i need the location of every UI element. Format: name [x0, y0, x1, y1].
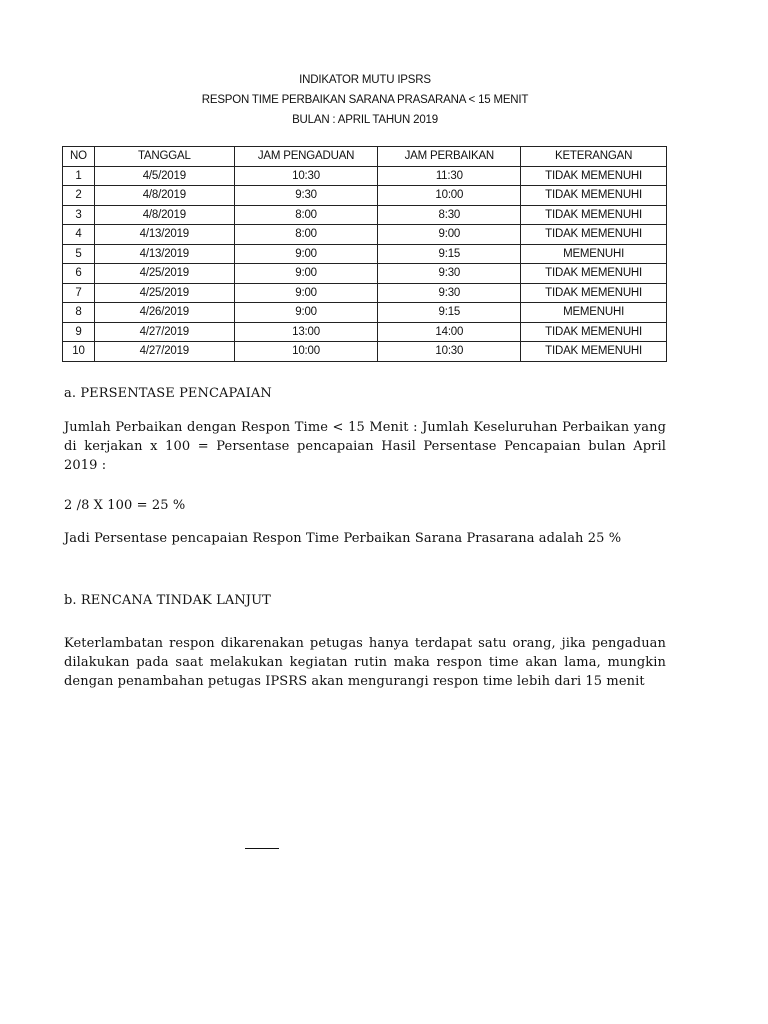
- cell-complaint-time: 10:00: [234, 342, 378, 362]
- column-header-date: TANGGAL: [94, 147, 234, 167]
- section-b-heading: b. RENCANA TINDAK LANJUT: [64, 593, 271, 608]
- cell-no: 9: [63, 322, 95, 342]
- cell-no: 7: [63, 283, 95, 303]
- section-a-heading: a. PERSENTASE PENCAPAIAN: [64, 386, 272, 401]
- title-line-2: RESPON TIME PERBAIKAN SARANA PRASARANA < 15 MENIT: [201, 94, 529, 106]
- cell-remarks: MEMENUHI: [521, 244, 667, 264]
- cell-no: 10: [63, 342, 95, 362]
- cell-date: 4/13/2019: [94, 225, 234, 245]
- cell-complaint-time: 9:00: [234, 244, 378, 264]
- cell-remarks: TIDAK MEMENUHI: [521, 225, 667, 245]
- cell-repair-time: 10:30: [378, 342, 521, 362]
- cell-date: 4/25/2019: [94, 283, 234, 303]
- cell-no: 4: [63, 225, 95, 245]
- cell-repair-time: 9:30: [378, 283, 521, 303]
- table-row: [63, 283, 667, 303]
- column-header-no: NO: [63, 147, 95, 167]
- cell-remarks: TIDAK MEMENUHI: [521, 264, 667, 284]
- cell-remarks: TIDAK MEMENUHI: [521, 205, 667, 225]
- cell-no: 8: [63, 303, 95, 323]
- achievement-conclusion: Jadi Persentase pencapaian Respon Time Perbaikan Sarana Prasarana adalah 25 %: [64, 531, 622, 546]
- cell-remarks: TIDAK MEMENUHI: [521, 186, 667, 206]
- cell-repair-time: 10:00: [378, 186, 521, 206]
- section-b-paragraph: Keterlambatan respon dikarenakan petugas hanya terdapat satu orang, jika pengaduan dilakukan pada saat melakukan kegiatan rutin maka respon time akan lama, mungkin dengan penambahan petugas IPSRS akan mengurangi respon time lebih dari 15 menit: [64, 636, 666, 689]
- table-row: [63, 303, 667, 323]
- cell-no: 2: [63, 186, 95, 206]
- cell-date: 4/26/2019: [94, 303, 234, 323]
- cell-remarks: TIDAK MEMENUHI: [521, 342, 667, 362]
- repair-response-table: [62, 146, 667, 362]
- cell-date: 4/27/2019: [94, 342, 234, 362]
- cell-remarks: TIDAK MEMENUHI: [521, 322, 667, 342]
- cell-complaint-time: 8:00: [234, 225, 378, 245]
- cell-repair-time: 9:00: [378, 225, 521, 245]
- cell-repair-time: 11:30: [378, 166, 521, 186]
- title-line-3: BULAN : APRIL TAHUN 2019: [292, 114, 438, 126]
- document-title: [0, 70, 730, 130]
- table-header-row: [63, 147, 667, 167]
- table-row: [63, 166, 667, 186]
- column-header-remarks: KETERANGAN: [521, 147, 667, 167]
- table-row: [63, 322, 667, 342]
- cell-date: 4/5/2019: [94, 166, 234, 186]
- section-a-paragraph: Jumlah Perbaikan dengan Respon Time < 15 Menit : Jumlah Keseluruhan Perbaikan yang di kerjakan x 100 = Persentase pencapaian Hasil Persentase Pencapaian bulan April 2019 :: [64, 420, 666, 473]
- table-row: [63, 264, 667, 284]
- cell-date: 4/27/2019: [94, 322, 234, 342]
- column-header-complaint-time: JAM PENGADUAN: [234, 147, 378, 167]
- cell-complaint-time: 9:00: [234, 264, 378, 284]
- cell-remarks: TIDAK MEMENUHI: [521, 166, 667, 186]
- cell-repair-time: 8:30: [378, 205, 521, 225]
- table-row: [63, 225, 667, 245]
- signature-line: [245, 848, 279, 849]
- cell-repair-time: 9:30: [378, 264, 521, 284]
- table-row: [63, 244, 667, 264]
- cell-complaint-time: 9:00: [234, 303, 378, 323]
- title-line-1: INDIKATOR MUTU IPSRS: [299, 74, 431, 86]
- cell-date: 4/8/2019: [94, 205, 234, 225]
- table-row: [63, 186, 667, 206]
- cell-remarks: MEMENUHI: [521, 303, 667, 323]
- cell-complaint-time: 9:30: [234, 186, 378, 206]
- cell-no: 5: [63, 244, 95, 264]
- cell-complaint-time: 10:30: [234, 166, 378, 186]
- cell-date: 4/13/2019: [94, 244, 234, 264]
- cell-no: 1: [63, 166, 95, 186]
- table-row: [63, 205, 667, 225]
- achievement-formula: 2 /8 X 100 = 25 %: [64, 498, 186, 513]
- cell-repair-time: 9:15: [378, 303, 521, 323]
- cell-repair-time: 14:00: [378, 322, 521, 342]
- column-header-repair-time: JAM PERBAIKAN: [378, 147, 521, 167]
- cell-date: 4/25/2019: [94, 264, 234, 284]
- cell-complaint-time: 8:00: [234, 205, 378, 225]
- table-row: [63, 342, 667, 362]
- cell-repair-time: 9:15: [378, 244, 521, 264]
- cell-date: 4/8/2019: [94, 186, 234, 206]
- cell-complaint-time: 13:00: [234, 322, 378, 342]
- cell-remarks: TIDAK MEMENUHI: [521, 283, 667, 303]
- cell-complaint-time: 9:00: [234, 283, 378, 303]
- cell-no: 3: [63, 205, 95, 225]
- cell-no: 6: [63, 264, 95, 284]
